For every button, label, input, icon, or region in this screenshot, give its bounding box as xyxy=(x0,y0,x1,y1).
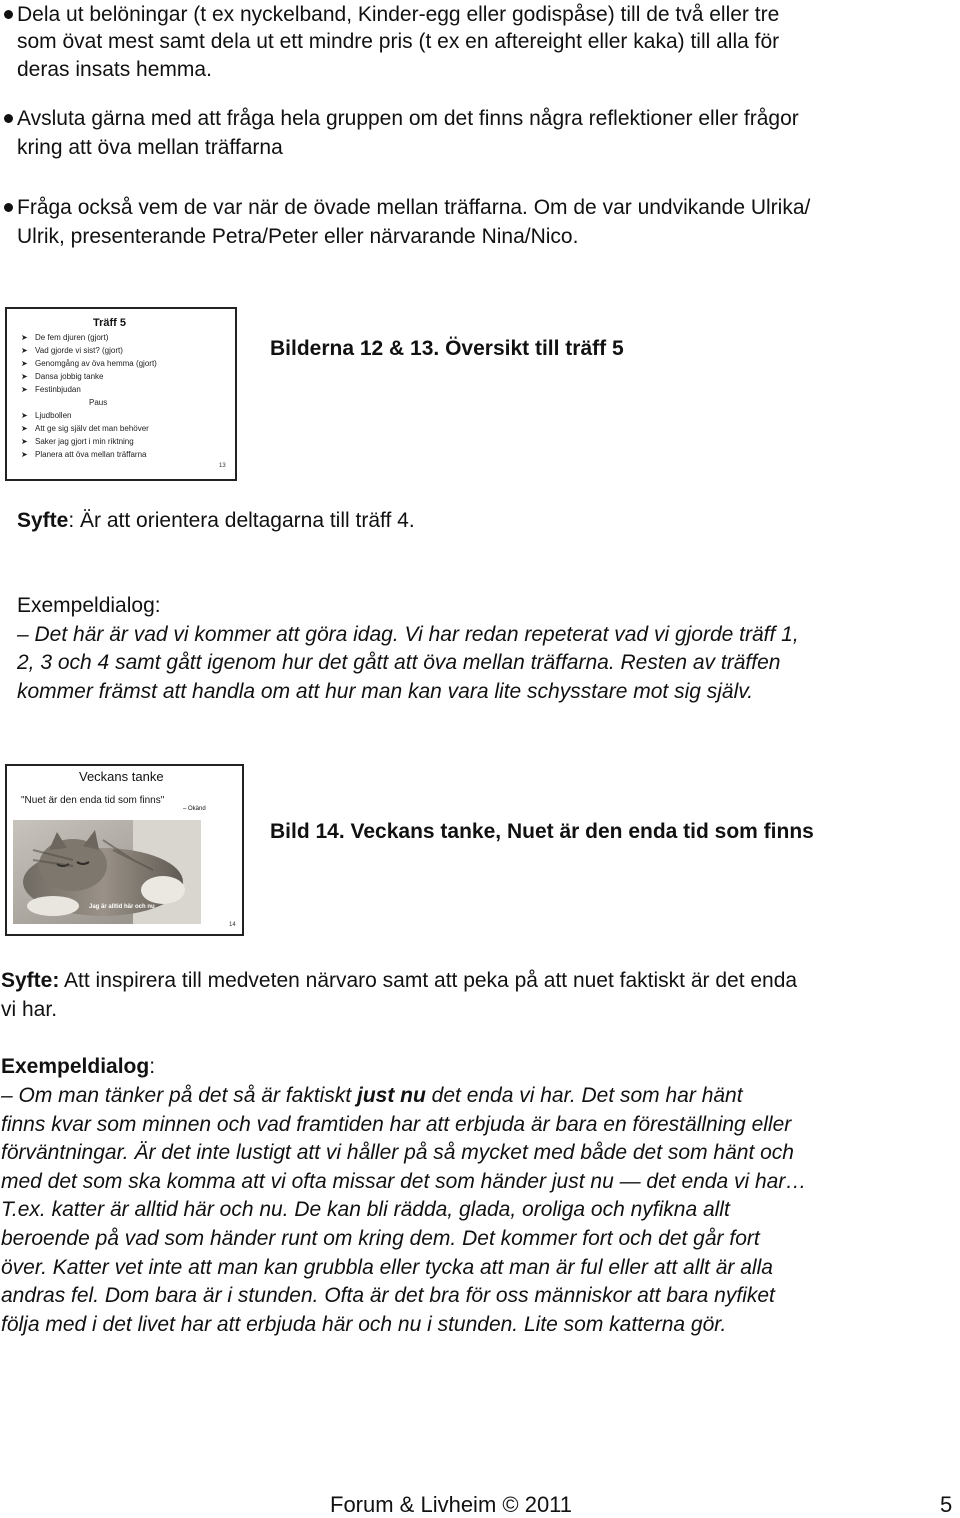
slide-item: Genomgång av öva hemma (gjort) xyxy=(35,359,157,368)
dialog-2-line-2: finns kvar som minnen och vad framtiden har att erbjuda är bara en föreställning eller xyxy=(1,1113,792,1136)
syfte-text: : Är att orientera deltagarna till träff 4. xyxy=(68,509,415,532)
bullet-1-line-3: deras insats hemma. xyxy=(17,58,212,81)
slide-quote: "Nuet är den enda tid som finns" xyxy=(21,795,165,806)
bullet-dot xyxy=(4,10,13,19)
bullet-3-line-1: Fråga också vem de var när de övade mellan träffarna. Om de var undvikande Ulrika/ xyxy=(17,196,811,219)
arrow-icon: ➤ xyxy=(21,346,28,355)
slide-thumbnail-veckans-tanke xyxy=(5,764,244,936)
arrow-icon: ➤ xyxy=(21,333,28,342)
slide-item: Dansa jobbig tanke xyxy=(35,372,104,381)
dialog-emphasis: just nu xyxy=(357,1084,426,1107)
slide-item: De fem djuren (gjort) xyxy=(35,333,109,342)
page-number: 5 xyxy=(940,1492,953,1517)
syfte-1 xyxy=(17,506,415,535)
slide-number: 13 xyxy=(219,463,226,469)
slide-title: Träff 5 xyxy=(93,317,127,329)
dialog-2-line-6: beroende på vad som händer runt om kring dem. Det kommer fort och det går fort xyxy=(1,1227,760,1250)
slide-caption-traff5: Bilderna 12 & 13. Översikt till träff 5 xyxy=(270,337,624,360)
syfte-2-line-2: vi har. xyxy=(1,998,58,1021)
arrow-icon: ➤ xyxy=(21,372,28,381)
syfte-text: Att inspirera till medveten närvaro samt att peka på att nuet faktiskt är det enda xyxy=(59,969,798,992)
slide-title: Veckans tanke xyxy=(79,769,164,784)
exempeldialog-label-2 xyxy=(1,1052,155,1081)
syfte-label: Syfte xyxy=(17,509,69,532)
footer-text: Forum & Livheim © 2011 xyxy=(330,1492,573,1517)
dialog-2-line-5: T.ex. katter är alltid här och nu. De kan bli rädda, glada, oroliga och nyfikna allt xyxy=(1,1198,730,1221)
slide-thumbnail-traff5 xyxy=(5,307,237,481)
slide-item: Vad gjorde vi sist? (gjort) xyxy=(35,346,123,355)
dialog-label: Exempeldialog xyxy=(1,1055,150,1078)
slide-item: Saker jag gjort i min riktning xyxy=(35,437,134,446)
bullet-2-line-2: kring att öva mellan träffarna xyxy=(17,136,283,159)
bullet-1-line-1: Dela ut belöningar (t ex nyckelband, Kinder-egg eller godispåse) till de två eller tre xyxy=(17,3,780,26)
dialog-1-line-3: kommer främst att handla om att hur man kan vara lite schysstare mot sig själv. xyxy=(17,680,754,703)
arrow-icon: ➤ xyxy=(21,385,28,394)
arrow-icon: ➤ xyxy=(21,437,28,446)
bullet-1-line-2: som övat mest samt dela ut ett mindre pris (t ex en aftereight eller kaka) till alla för xyxy=(17,30,780,53)
syfte-2-line-1 xyxy=(1,966,797,995)
dialog-2-line-4: med det som ska komma att vi ofta missar det som händer just nu — det enda vi har… xyxy=(1,1170,807,1193)
bullet-dot xyxy=(4,203,13,212)
bullet-dot xyxy=(4,114,13,123)
slide-item: Planera att öva mellan träffarna xyxy=(35,450,147,459)
slide-attribution: – Okänd xyxy=(183,806,206,812)
exempeldialog-label-1: Exempeldialog: xyxy=(17,594,161,617)
arrow-icon: ➤ xyxy=(21,450,28,459)
dialog-2-line-1 xyxy=(1,1081,743,1110)
dialog-2-line-7: över. Katter vet inte att man kan grubbla eller tycka att man är ful eller att allt är alla xyxy=(1,1256,773,1279)
dialog-2-line-3: förväntningar. Är det inte lustigt att vi håller på så mycket med både det som hänt och xyxy=(1,1141,794,1164)
dialog-1-line-2: 2, 3 och 4 samt gått igenom hur det gått att öva mellan träffarna. Resten av träffen xyxy=(17,651,781,674)
dialog-1-line-1: – Det här är vad vi kommer att göra idag. Vi har redan repeterat vad vi gjorde träff 1, xyxy=(17,623,799,646)
slide-item-paus: Paus xyxy=(89,398,108,407)
bullet-3-line-2: Ulrik, presenterande Petra/Peter eller närvarande Nina/Nico. xyxy=(17,225,579,248)
slide-item: Att ge sig själv det man behöver xyxy=(35,424,149,433)
dialog-2-line-9: följa med i det livet har att erbjuda här och nu i stunden. Lite som katterna gör. xyxy=(1,1313,727,1336)
bullet-2-line-1: Avsluta gärna med att fråga hela gruppen om det finns några reflektioner eller frågor xyxy=(17,107,799,130)
dialog-text: det enda vi har. Det som har hänt xyxy=(425,1084,743,1107)
arrow-icon: ➤ xyxy=(21,424,28,433)
slide-item: Festinbjudan xyxy=(35,385,81,394)
image-caption: Jag är alltid här och nu xyxy=(89,904,155,910)
syfte-label: Syfte: xyxy=(1,969,60,992)
slide-caption-veckans-tanke: Bild 14. Veckans tanke, Nuet är den enda tid som finns xyxy=(270,820,814,843)
dialog-2-line-8: andras fel. Dom bara är i stunden. Ofta är det bra för oss människor att bara nyfiket xyxy=(1,1284,775,1307)
slide-number: 14 xyxy=(229,922,236,928)
dialog-colon: : xyxy=(149,1055,156,1078)
slide-item: Ljudbollen xyxy=(35,411,72,420)
dialog-text: – Om man tänker på det så är faktiskt xyxy=(1,1084,357,1107)
arrow-icon: ➤ xyxy=(21,411,28,420)
arrow-icon: ➤ xyxy=(21,359,28,368)
